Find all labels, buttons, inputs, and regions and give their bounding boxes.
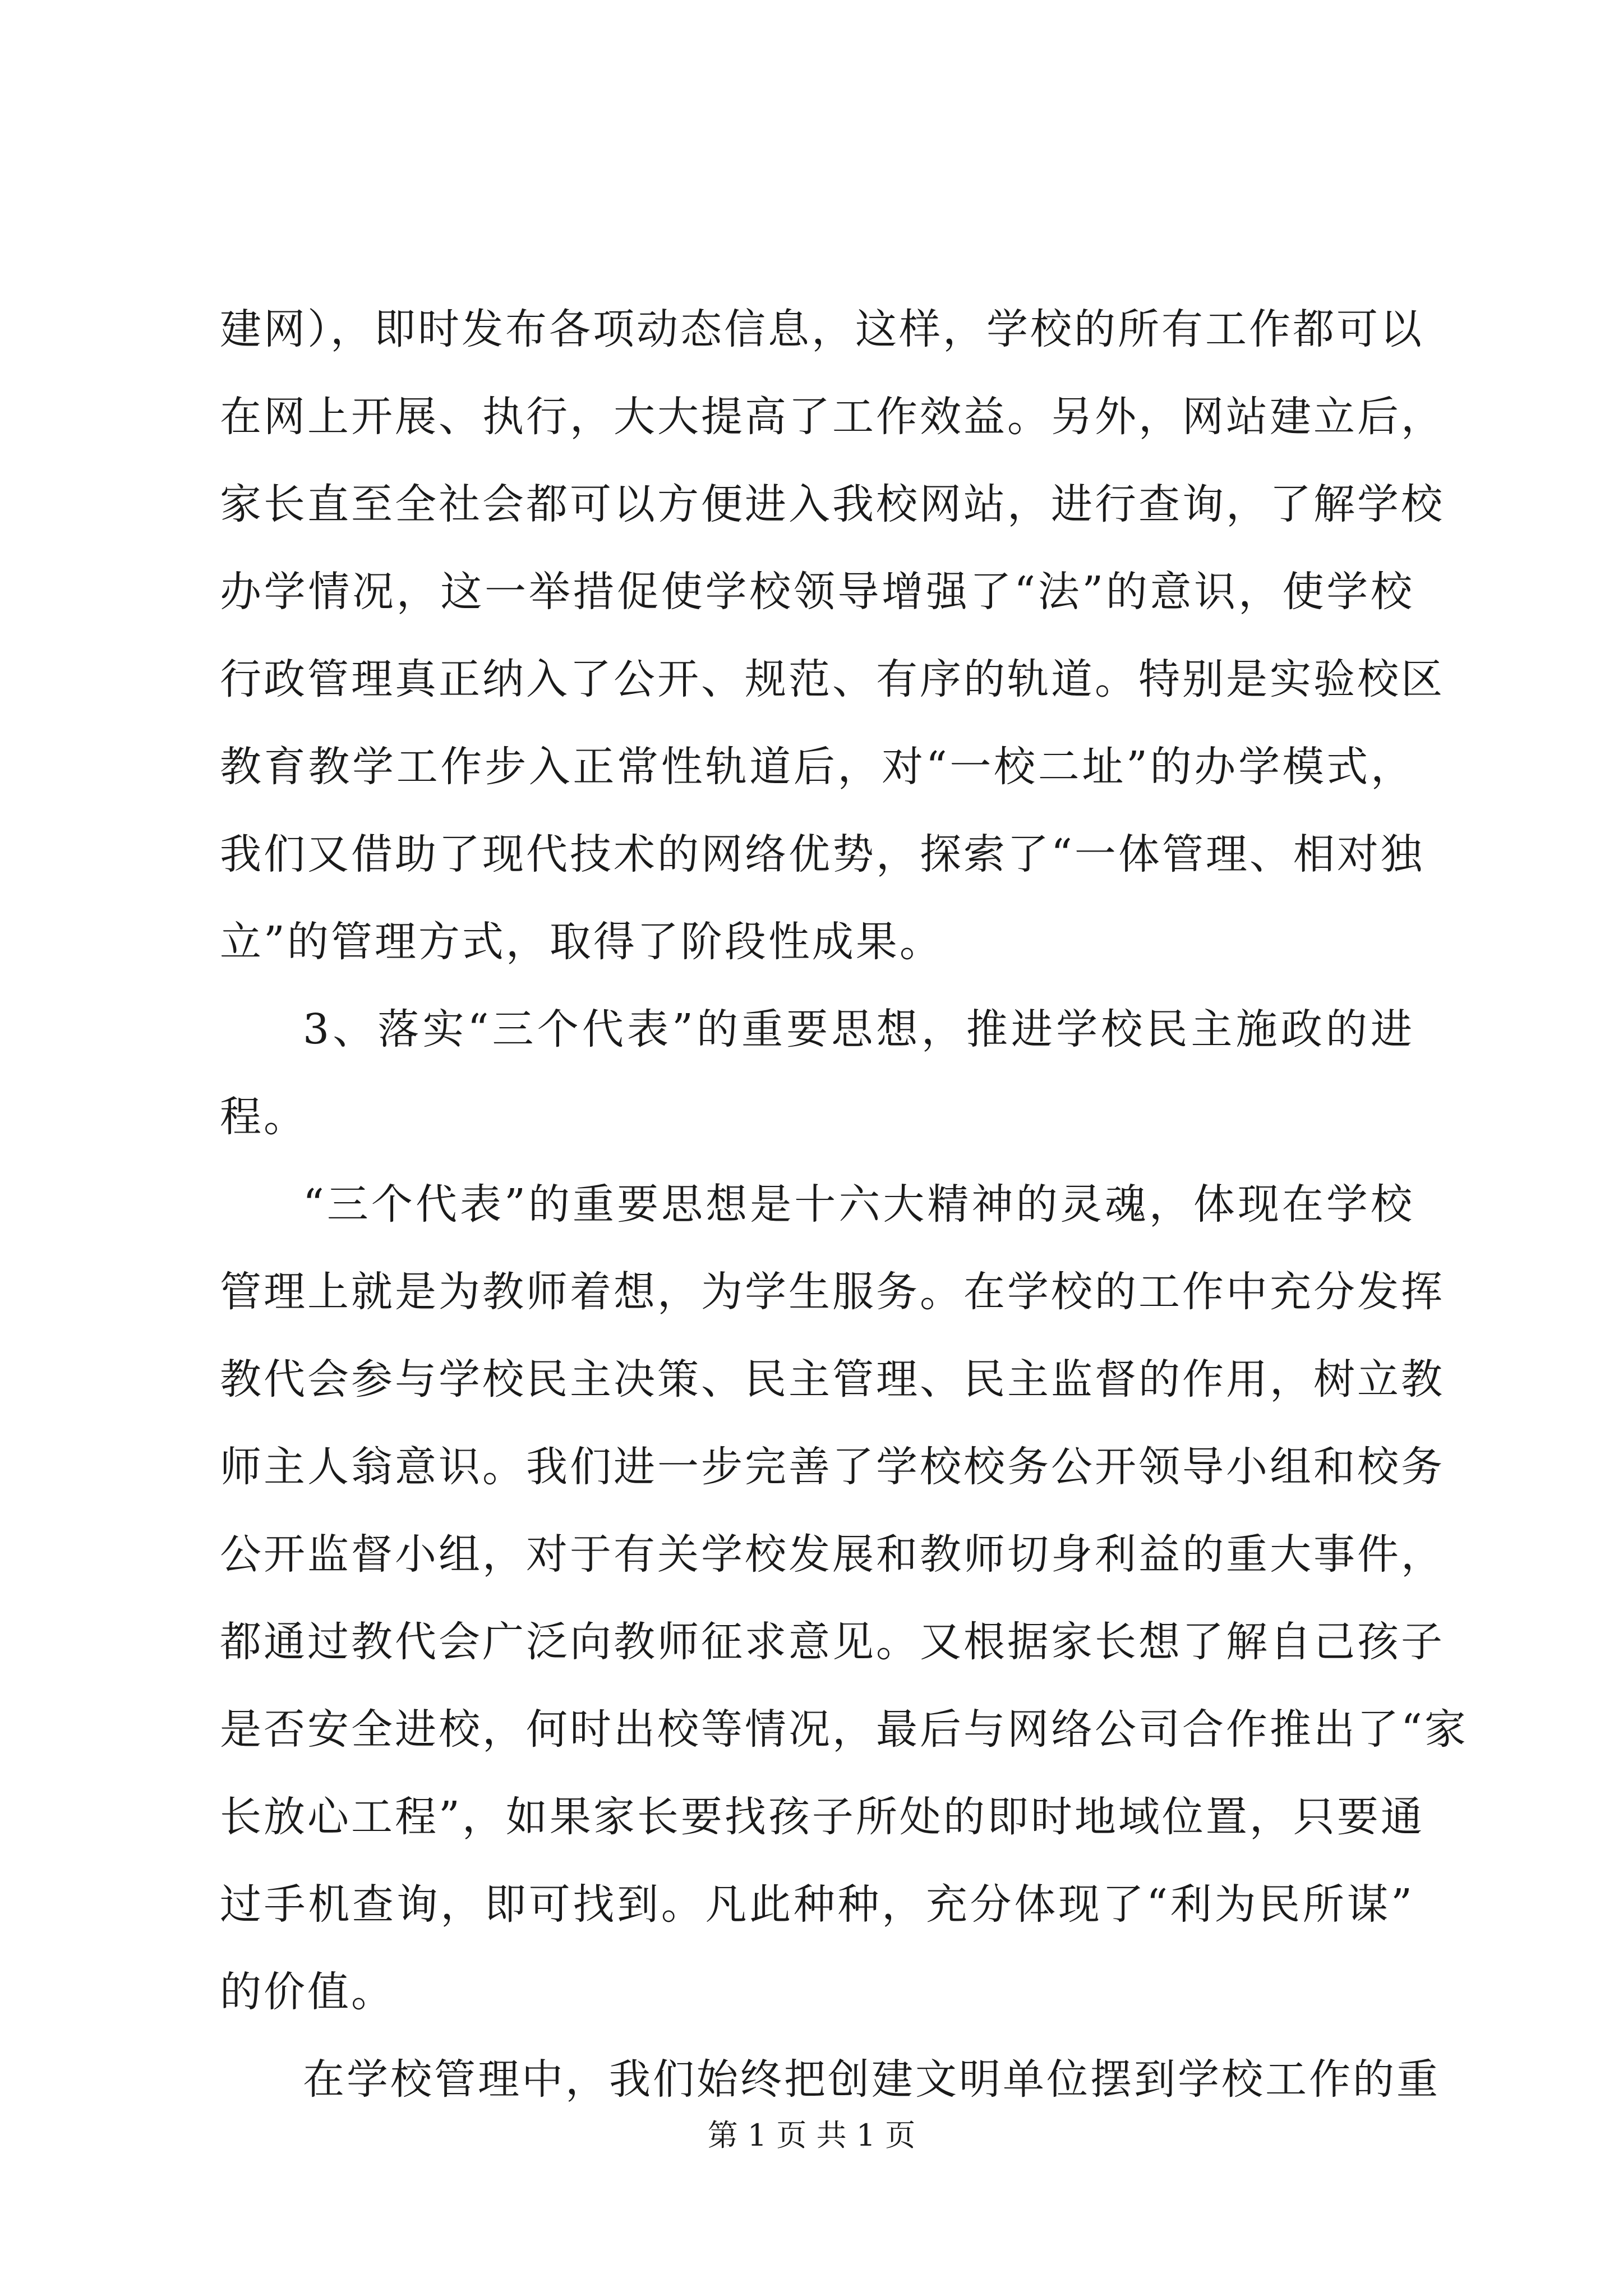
text-line: 的价值。 [220,1968,395,2016]
text-line: 都通过教代会广泛向教师征求意见。又根据家长想了解自己孩子 [220,1618,1445,1666]
text-line: 我们又借助了现代技术的网络优势，探索了“一体管理、相对独 [220,830,1424,878]
text-line: 教代会参与学校民主决策、民主管理、民主监督的作用，树立教 [220,1355,1445,1404]
text-line: 家长直至全社会都可以方便进入我校网站，进行查询，了解学校 [220,480,1445,528]
text-line: 在学校管理中，我们始终把创建文明单位摆到学校工作的重 [303,2055,1440,2104]
text-line: “三个代表”的重要思想是十六大精神的灵魂，体现在学校 [303,1180,1414,1228]
text-line: 在网上开展、执行，大大提高了工作效益。另外，网站建立后， [220,393,1445,441]
page-footer: 第 1 页 共 1 页 [707,2118,916,2153]
text-line: 办学情况，这一举措促使学校领导增强了“法”的意识，使学校 [220,568,1414,616]
text-line: 建网），即时发布各项动态信息，这样，学校的所有工作都可以 [220,305,1424,353]
section-heading: 3、落实“三个代表”的重要思想，推进学校民主施政的进 [303,1005,1414,1053]
text-line: 程。 [220,1093,307,1141]
text-line: 行政管理真正纳入了公开、规范、有序的轨道。特别是实验校区 [220,655,1445,703]
text-line: 公开监督小组，对于有关学校发展和教师切身利益的重大事件， [220,1530,1445,1579]
text-line: 长放心工程”，如果家长要找孩子所处的即时地域位置，只要通 [220,1793,1424,1841]
text-line: 是否安全进校，何时出校等情况，最后与网络公司合作推出了“家 [220,1705,1468,1754]
text-line: 管理上就是为教师着想，为学生服务。在学校的工作中充分发挥 [220,1268,1445,1316]
text-line: 师主人翁意识。我们进一步完善了学校校务公开领导小组和校务 [220,1443,1445,1491]
text-line: 过手机查询，即可找到。凡此种种，充分体现了“利为民所谋” [220,1880,1414,1929]
text-line: 教育教学工作步入正常性轨道后，对“一校二址”的办学模式， [220,743,1414,791]
text-line: 立”的管理方式，取得了阶段性成果。 [220,918,943,966]
